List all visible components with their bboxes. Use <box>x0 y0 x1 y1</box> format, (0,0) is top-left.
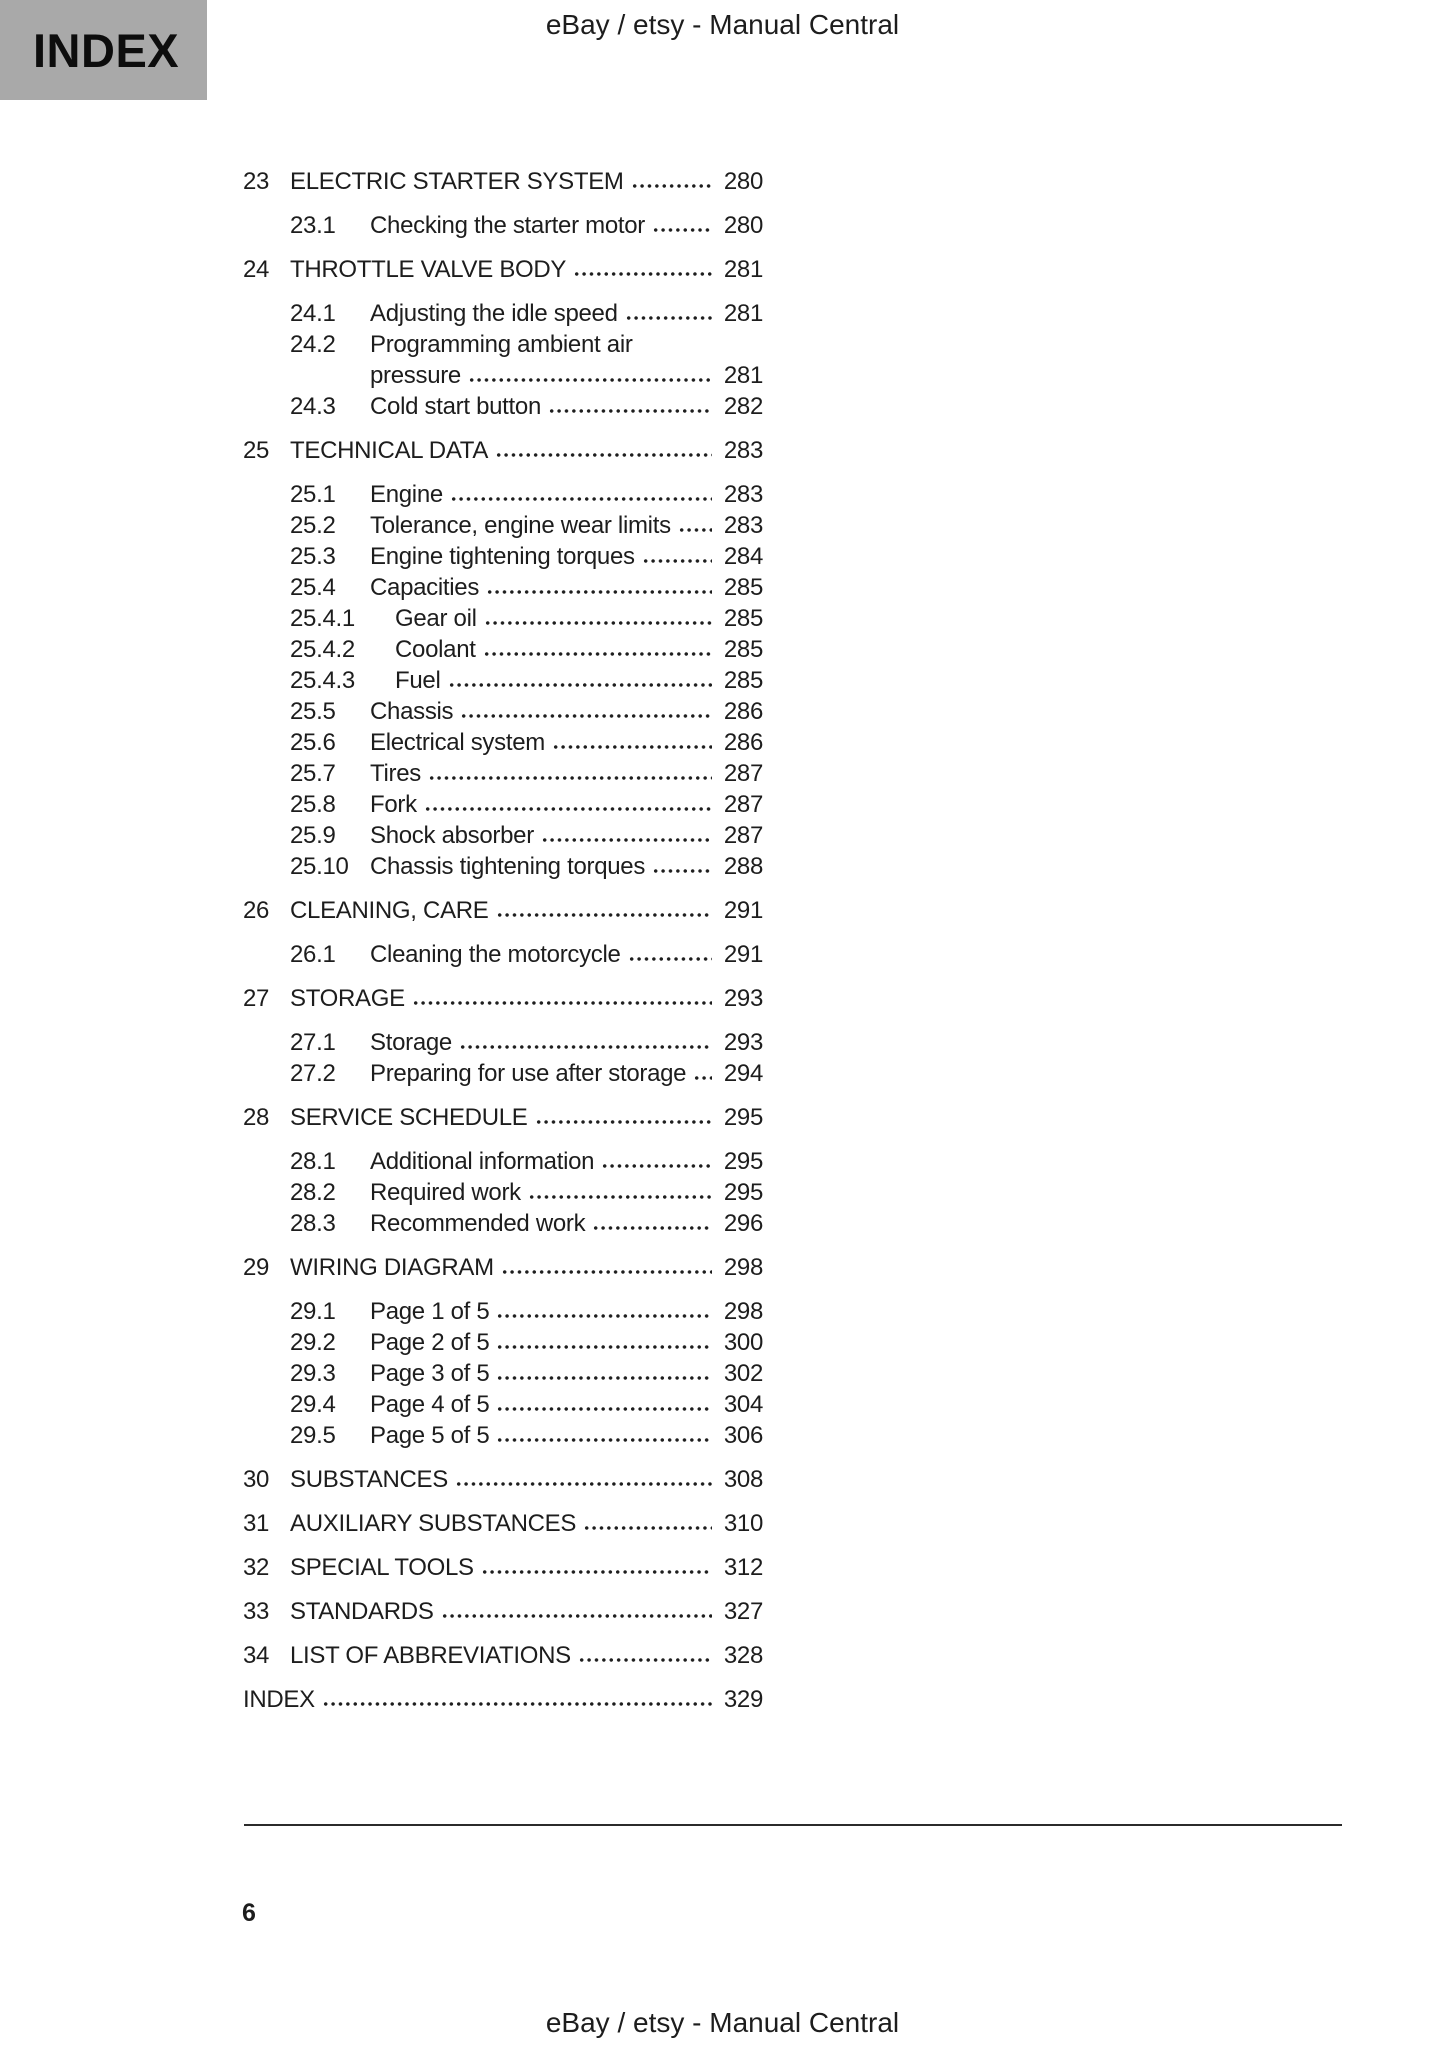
dot-leader <box>528 1193 712 1200</box>
toc-item-number: 25.9 <box>290 822 336 849</box>
dot-leader <box>496 1405 712 1412</box>
dot-leader <box>501 1268 712 1275</box>
toc-item-title: Preparing for use after storage <box>370 1060 687 1087</box>
toc-item-number: 30 <box>243 1466 270 1493</box>
dot-leader <box>486 588 712 595</box>
toc-item-page: 285 <box>723 605 763 632</box>
dot-leader <box>412 999 712 1006</box>
toc-item-number: 26 <box>243 897 270 924</box>
toc-item-number: 33 <box>243 1598 270 1625</box>
dot-leader <box>484 619 712 626</box>
toc-item-page: 295 <box>723 1148 763 1175</box>
dot-leader <box>448 681 713 688</box>
toc-item-page: 285 <box>723 574 763 601</box>
toc-item-page: 280 <box>723 212 763 239</box>
dot-leader <box>625 314 712 321</box>
toc-item-page: 287 <box>723 822 763 849</box>
toc-item-number: 28.3 <box>290 1210 336 1237</box>
toc-item-page: 298 <box>723 1298 763 1325</box>
toc-item-number: 23 <box>243 168 270 195</box>
toc-item-title: Page 5 of 5 <box>370 1422 490 1449</box>
toc-item-number: 29.1 <box>290 1298 336 1325</box>
dot-leader <box>428 774 712 781</box>
toc-row <box>243 1327 763 1358</box>
toc-row <box>243 603 763 634</box>
toc-item-title: Required work <box>370 1179 521 1206</box>
toc-item-page: 281 <box>723 362 763 389</box>
toc-item-title: SPECIAL TOOLS <box>290 1554 474 1581</box>
toc-row <box>243 1552 763 1583</box>
toc-row <box>243 939 763 970</box>
toc-item-number: 27.2 <box>290 1060 336 1087</box>
footer-divider <box>244 1824 1342 1826</box>
toc-item-number: 27 <box>243 985 270 1012</box>
toc-item-page: 286 <box>723 698 763 725</box>
toc-item-title: Page 3 of 5 <box>370 1360 490 1387</box>
footer-title: eBay / etsy - Manual Central <box>545 2007 900 2038</box>
toc-item-number: 25.3 <box>290 543 336 570</box>
toc-item-page: 302 <box>723 1360 763 1387</box>
toc-item-number: 25.8 <box>290 791 336 818</box>
toc-item-title: STORAGE <box>290 985 405 1012</box>
index-tab <box>0 0 207 100</box>
dot-leader <box>450 495 712 502</box>
toc-item-title: Fork <box>370 791 417 818</box>
toc-item-title: Programming ambient air <box>370 331 633 358</box>
toc-item-page: 281 <box>723 256 763 283</box>
dot-leader <box>631 182 712 189</box>
toc-item-title: Chassis <box>370 698 454 725</box>
toc-item-number: 32 <box>243 1554 270 1581</box>
toc-item-title: STANDARDS <box>290 1598 434 1625</box>
dot-leader <box>460 712 712 719</box>
toc-item-number: 25.4.3 <box>290 667 355 694</box>
toc-row <box>243 696 763 727</box>
dot-leader <box>455 1480 712 1487</box>
toc-row <box>243 1058 763 1089</box>
dot-leader <box>693 1074 712 1081</box>
toc-item-title: INDEX <box>243 1686 315 1713</box>
toc-row <box>243 329 763 360</box>
toc-item-page: 296 <box>723 1210 763 1237</box>
toc-item-number: 23.1 <box>290 212 336 239</box>
toc-row <box>243 1027 763 1058</box>
toc-row <box>243 479 763 510</box>
toc-item-page: 283 <box>723 512 763 539</box>
toc-item-number: 25.1 <box>290 481 336 508</box>
toc-item-number: 26.1 <box>290 941 336 968</box>
toc-row <box>243 634 763 665</box>
toc-item-page: 288 <box>723 853 763 880</box>
toc-item-page: 295 <box>723 1179 763 1206</box>
toc-row <box>243 820 763 851</box>
toc-item-number: 34 <box>243 1642 270 1669</box>
toc-item-number: 28 <box>243 1104 270 1131</box>
toc-row <box>243 1252 763 1283</box>
table-of-contents <box>243 0 763 1728</box>
dot-leader <box>628 955 712 962</box>
dot-leader <box>441 1612 712 1619</box>
dot-leader <box>496 1343 712 1350</box>
toc-item-number: 24.1 <box>290 300 336 327</box>
toc-item-title: Fuel <box>395 667 441 694</box>
toc-row <box>243 851 763 882</box>
toc-item-number: 25.4.2 <box>290 636 355 663</box>
dot-leader <box>459 1043 712 1050</box>
toc-item-title: LIST OF ABBREVIATIONS <box>290 1642 571 1669</box>
toc-item-title: Tolerance, engine wear limits <box>370 512 671 539</box>
toc-item-page: 327 <box>723 1598 763 1625</box>
toc-item-page: 284 <box>723 543 763 570</box>
toc-item-number: 25.5 <box>290 698 336 725</box>
toc-item-page: 285 <box>723 636 763 663</box>
dot-leader <box>495 451 712 458</box>
toc-item-page: 280 <box>723 168 763 195</box>
toc-row <box>243 1296 763 1327</box>
toc-item-page: 308 <box>723 1466 763 1493</box>
toc-item-title: SERVICE SCHEDULE <box>290 1104 528 1131</box>
dot-leader <box>652 226 712 233</box>
toc-item-title: Additional information <box>370 1148 595 1175</box>
toc-row <box>243 254 763 285</box>
dot-leader <box>573 270 712 277</box>
toc-item-number: 25.6 <box>290 729 336 756</box>
toc-item-title: Engine tightening torques <box>370 543 635 570</box>
toc-item-title: Page 2 of 5 <box>370 1329 490 1356</box>
dot-leader <box>642 557 712 564</box>
toc-item-page: 285 <box>723 667 763 694</box>
toc-item-title: Cold start button <box>370 393 541 420</box>
toc-item-page: 291 <box>723 941 763 968</box>
toc-row <box>243 1146 763 1177</box>
toc-item-number: 25.2 <box>290 512 336 539</box>
toc-row <box>243 727 763 758</box>
toc-item-title: Shock absorber <box>370 822 534 849</box>
toc-item-number: 29 <box>243 1254 270 1281</box>
toc-row <box>243 1420 763 1451</box>
dot-leader <box>496 1436 712 1443</box>
page-number: 6 <box>242 1899 256 1927</box>
dot-leader <box>592 1224 712 1231</box>
toc-item-page: 295 <box>723 1104 763 1131</box>
toc-item-page: 306 <box>723 1422 763 1449</box>
toc-item-page: 287 <box>723 791 763 818</box>
toc-item-number: 31 <box>243 1510 270 1537</box>
toc-item-page: 283 <box>723 437 763 464</box>
toc-item-page: 294 <box>723 1060 763 1087</box>
toc-item-number: 25.7 <box>290 760 336 787</box>
toc-row <box>243 1102 763 1133</box>
toc-item-number: 28.2 <box>290 1179 336 1206</box>
dot-leader <box>468 376 712 383</box>
toc-item-page: 300 <box>723 1329 763 1356</box>
toc-item-title: Adjusting the idle speed <box>370 300 618 327</box>
toc-row <box>243 1464 763 1495</box>
dot-leader <box>601 1162 712 1169</box>
toc-item-title: AUXILIARY SUBSTANCES <box>290 1510 577 1537</box>
toc-item-title: ELECTRIC STARTER SYSTEM <box>290 168 624 195</box>
dot-leader <box>496 1312 712 1319</box>
dot-leader <box>541 836 712 843</box>
toc-row <box>243 1508 763 1539</box>
toc-row <box>243 895 763 926</box>
toc-item-page: 293 <box>723 985 763 1012</box>
toc-row <box>243 983 763 1014</box>
toc-row <box>243 1177 763 1208</box>
toc-item-title: Tires <box>370 760 421 787</box>
toc-item-page: 312 <box>723 1554 763 1581</box>
toc-row <box>243 1208 763 1239</box>
toc-item-title: pressure <box>370 362 461 389</box>
dot-leader <box>424 805 712 812</box>
toc-item-page: 282 <box>723 393 763 420</box>
toc-item-number: 24.2 <box>290 331 336 358</box>
toc-item-page: 283 <box>723 481 763 508</box>
toc-row <box>243 510 763 541</box>
toc-row <box>243 1596 763 1627</box>
toc-item-page: 310 <box>723 1510 763 1537</box>
toc-row <box>243 166 763 197</box>
toc-item-title: Storage <box>370 1029 452 1056</box>
toc-item-title: Page 1 of 5 <box>370 1298 490 1325</box>
toc-row <box>243 391 763 422</box>
toc-item-number: 29.3 <box>290 1360 336 1387</box>
toc-item-title: CLEANING, CARE <box>290 897 489 924</box>
toc-item-title: THROTTLE VALVE BODY <box>290 256 567 283</box>
toc-row <box>243 665 763 696</box>
toc-row <box>243 360 763 391</box>
toc-item-page: 286 <box>723 729 763 756</box>
toc-item-title: Recommended work <box>370 1210 586 1237</box>
dot-leader <box>496 911 712 918</box>
index-tab-label: INDEX <box>33 23 180 77</box>
toc-row <box>243 1684 763 1715</box>
toc-item-page: 328 <box>723 1642 763 1669</box>
dot-leader <box>483 650 712 657</box>
dot-leader <box>548 407 712 414</box>
dot-leader <box>678 526 712 533</box>
toc-row <box>243 298 763 329</box>
dot-leader <box>535 1118 713 1125</box>
dot-leader <box>322 1700 712 1707</box>
dot-leader <box>583 1524 712 1531</box>
toc-item-title: Checking the starter motor <box>370 212 645 239</box>
toc-item-number: 27.1 <box>290 1029 336 1056</box>
toc-item-title: Cleaning the motorcycle <box>370 941 621 968</box>
toc-item-page: 329 <box>723 1686 763 1713</box>
toc-item-page: 293 <box>723 1029 763 1056</box>
toc-item-title: Coolant <box>395 636 476 663</box>
toc-item-number: 25.4.1 <box>290 605 355 632</box>
toc-item-title: Page 4 of 5 <box>370 1391 490 1418</box>
toc-item-number: 25.4 <box>290 574 336 601</box>
toc-row <box>243 435 763 466</box>
dot-leader <box>652 867 712 874</box>
toc-item-number: 25.10 <box>290 853 349 880</box>
toc-item-page: 298 <box>723 1254 763 1281</box>
toc-row <box>243 1358 763 1389</box>
toc-item-number: 24 <box>243 256 270 283</box>
toc-item-page: 304 <box>723 1391 763 1418</box>
toc-item-number: 29.5 <box>290 1422 336 1449</box>
toc-item-title: Gear oil <box>395 605 477 632</box>
dot-leader <box>578 1656 712 1663</box>
toc-row <box>243 541 763 572</box>
toc-item-number: 24.3 <box>290 393 336 420</box>
toc-item-number: 29.4 <box>290 1391 336 1418</box>
toc-item-number: 28.1 <box>290 1148 336 1175</box>
header-title: eBay / etsy - Manual Central <box>545 9 900 40</box>
toc-item-title: TECHNICAL DATA <box>290 437 489 464</box>
toc-row <box>243 1640 763 1671</box>
toc-item-page: 287 <box>723 760 763 787</box>
toc-row <box>243 572 763 603</box>
toc-row <box>243 789 763 820</box>
toc-item-number: 25 <box>243 437 270 464</box>
toc-row <box>243 758 763 789</box>
toc-row <box>243 210 763 241</box>
dot-leader <box>496 1374 712 1381</box>
toc-item-title: Engine <box>370 481 443 508</box>
toc-item-title: WIRING DIAGRAM <box>290 1254 494 1281</box>
toc-item-title: SUBSTANCES <box>290 1466 448 1493</box>
toc-item-title: Capacities <box>370 574 480 601</box>
dot-leader <box>552 743 712 750</box>
toc-item-title: Chassis tightening torques <box>370 853 646 880</box>
toc-item-page: 291 <box>723 897 763 924</box>
dot-leader <box>481 1568 712 1575</box>
toc-item-number: 29.2 <box>290 1329 336 1356</box>
toc-item-page: 281 <box>723 300 763 327</box>
toc-item-title: Electrical system <box>370 729 545 756</box>
toc-row <box>243 1389 763 1420</box>
